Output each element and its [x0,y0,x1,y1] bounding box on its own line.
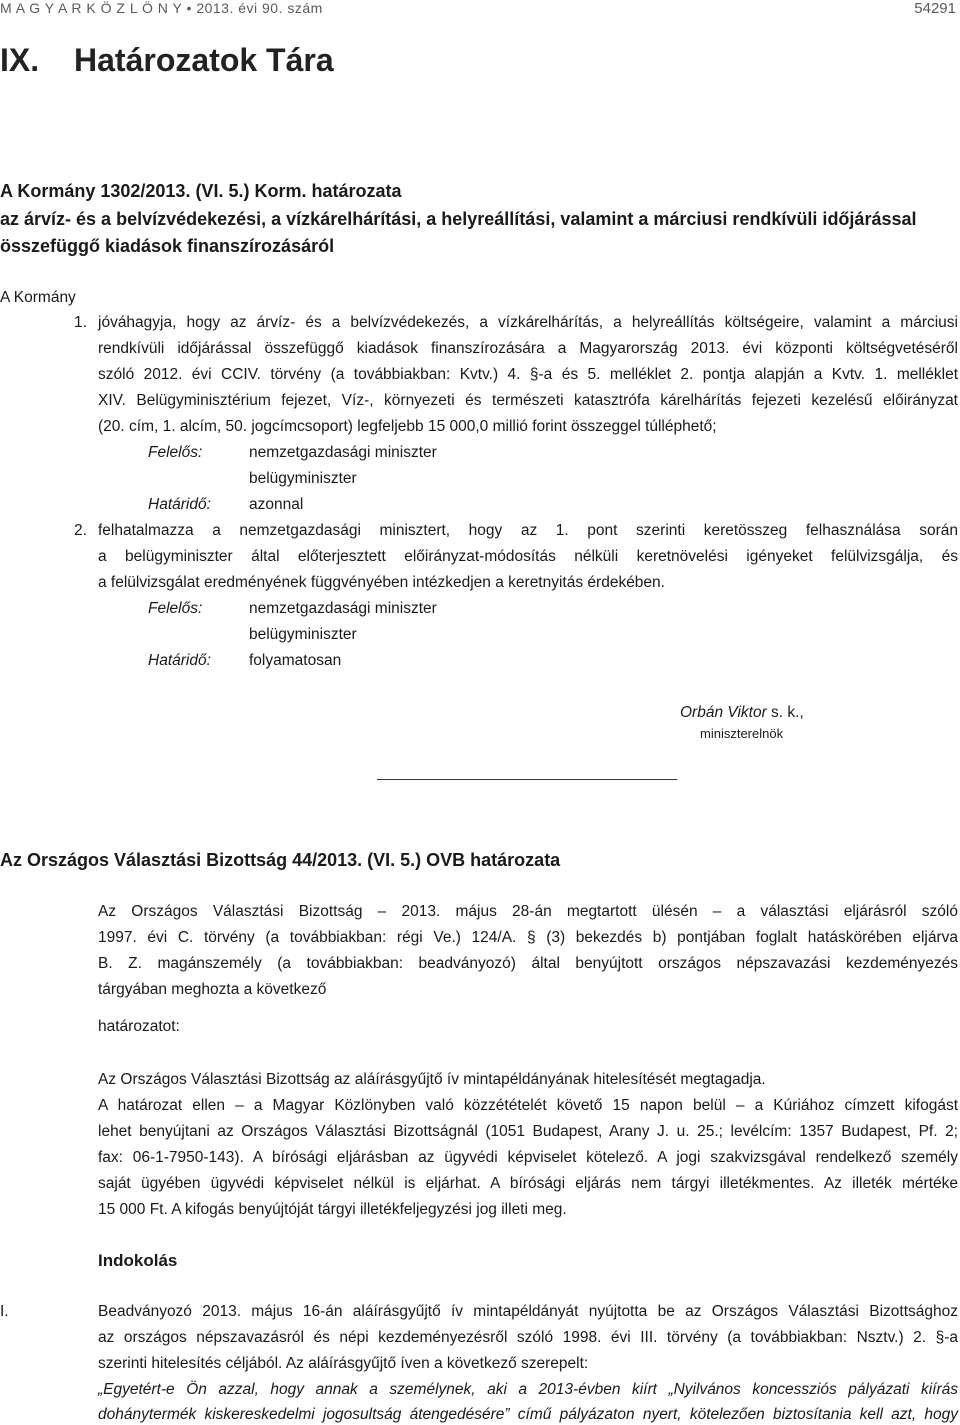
resolution2-intro-line: Az Országos Választási Bizottság – 2013. május 28-án megtartott ülésén – a választási eljárásról szóló [98,903,958,920]
section-name: Határozatok Tára [74,42,334,78]
separator-rule [377,779,677,780]
point2-line: felhatalmazza a nemzetgazdasági minisztert, hogy az 1. pont szerinti keretösszeg felhasználása során [98,522,958,539]
part1-number: I. [0,1303,9,1320]
resolution1-title-line: az árvíz- és a belvízvédekezési, a vízkárelhárítási, a helyreállítási, valamint a márciusi rendkívüli időjárással [0,209,917,229]
point1-number: 1. [74,314,87,331]
resolution2-title: Az Országos Választási Bizottság 44/2013. (VI. 5.) OVB határozata [0,850,561,870]
resolution2-intro-line: B. Z. magánszemély (a továbbiakban: beadványozó) által benyújtott országos népszavazási kezdeményezés [98,955,958,972]
point2-line: a felülvizsgálat eredményének függvényében intézkedjen a keretnyitás érdekében. [98,574,665,591]
point2-responsible: nemzetgazdasági miniszter [249,600,437,617]
remedy-line: lehet benyújtani az Országos Választási Bizottságnál (1051 Budapest, Arany J. u. 25.; levélcím: 1357 Budapest, Pf. 2; [98,1123,958,1140]
part1-line: az országos népszavazásról és népi kezdeményezésről szóló 1998. évi III. törvény (a továbbiakban: Nsztv.) 2. §-a [98,1329,958,1346]
remedy-line: fax: 06-1-7950-143). A bírósági eljárásban az ügyvédi képviselet kötelező. A jogi szakvizsgával rendelkező személy [98,1149,958,1166]
signature-role: miniszterelnök [700,726,784,741]
quote-line: „Egyetért-e Ön azzal, hogy annak a személynek, aki a 2013-évben kiírt „Nyilvános koncessziós pályázati kiírás [98,1381,958,1398]
resolution1-intro: A Kormány [0,289,76,306]
resolution2-intro-line: 1997. évi C. törvény (a továbbiakban: régi Ve.) 124/A. § (3) bekezdés b) pontjában foglalt hatáskörében eljárva [98,929,958,946]
remedy-line: saját ügyében ügyvédi képviselet nélkül is eljárhat. A bírósági eljárás nem tárgyi illetékmentes. Az illeték mértéke [98,1175,958,1192]
point1-line: rendkívüli időjárással összefüggő kiadások finanszírozására a Magyarország 2013. évi központi költségvetéséről [98,340,958,357]
part1-line: Beadványozó 2013. május 16-án aláírásgyűjtő ív mintapéldányát nyújtotta be az Országos Választási Bizottsághoz [98,1303,958,1320]
decision-label: határozatot: [98,1018,180,1035]
resolution1-title-line: összefüggő kiadások finanszírozásáról [0,236,335,256]
point2-line: a belügyminiszter által előterjesztett előirányzat-módosítás nélküli keretnövelési igényeket felülvizsgálja, és [98,548,958,565]
signature-suffix: s. k., [766,704,804,721]
point2-deadline: folyamatosan [249,652,342,669]
resolution2-intro-line: tárgyában meghozta a következő [98,981,327,998]
section-title [0,42,334,79]
point1-line: (20. cím, 1. alcím, 50. jogcímcsoport) legfeljebb 15 000,0 millió forint összeggel túlléphető; [98,418,717,435]
section-number: IX. [0,42,40,78]
point1-deadline: azonnal [249,496,304,513]
point2-responsible-label: Felelős: [148,600,203,617]
point1-responsible: belügyminiszter [249,470,357,487]
quote-line: dohánytermék kiskereskedelmi jogosultság átengedésére” című pályázaton nyert, kötelezően biztosítania kell azt, hogy [98,1406,958,1423]
remedy-line: A határozat ellen – a Magyar Közlönyben való közzétételét követő 15 napon belül – a Kúriához címzett kifogást [98,1097,958,1114]
point1-line: jóváhagyja, hogy az árvíz- és a belvízvédekezés, a vízkárelhárítás, a helyreállítás költségeire, valamint a márciusi [98,314,958,331]
reasoning-title: Indokolás [98,1251,178,1270]
remedy-line: 15 000 Ft. A kifogás benyújtóját tárgyi illetékfeljegyzési jog illeti meg. [98,1201,567,1218]
decision-text: Az Országos Választási Bizottság az aláírásgyűjtő ív mintapéldányának hitelesítését megtagadja. [98,1071,766,1088]
point1-line: szóló 2012. évi CCIV. törvény (a továbbiakban: Kvtv.) 4. §-a és 5. melléklet 2. pontja alapján a Kvtv. 1. melléklet [98,366,958,383]
point2-responsible: belügyminiszter [249,626,357,643]
point2-number: 2. [74,522,87,539]
publication-header: M A G Y A R K Ö Z L Ö N Y • 2013. évi 90. szám [0,0,323,16]
signature-name: Orbán Viktor [680,704,767,721]
signature [680,704,804,722]
part1-line: szerinti hitelesítés céljából. Az aláírásgyűjtő íven a következő szerepelt: [98,1355,589,1372]
point1-responsible: nemzetgazdasági miniszter [249,444,437,461]
point1-responsible-label: Felelős: [148,444,203,461]
point2-deadline-label: Határidő: [148,652,211,669]
point1-line: XIV. Belügyminisztérium fejezet, Víz-, környezeti és természeti katasztrófa kárelhárítás fejezeti kezelésű előirányzat [98,392,958,409]
resolution1-title-line: A Kormány 1302/2013. (VI. 5.) Korm. határozata [0,181,402,201]
page-number: 54291 [914,0,956,17]
point1-deadline-label: Határidő: [148,496,211,513]
